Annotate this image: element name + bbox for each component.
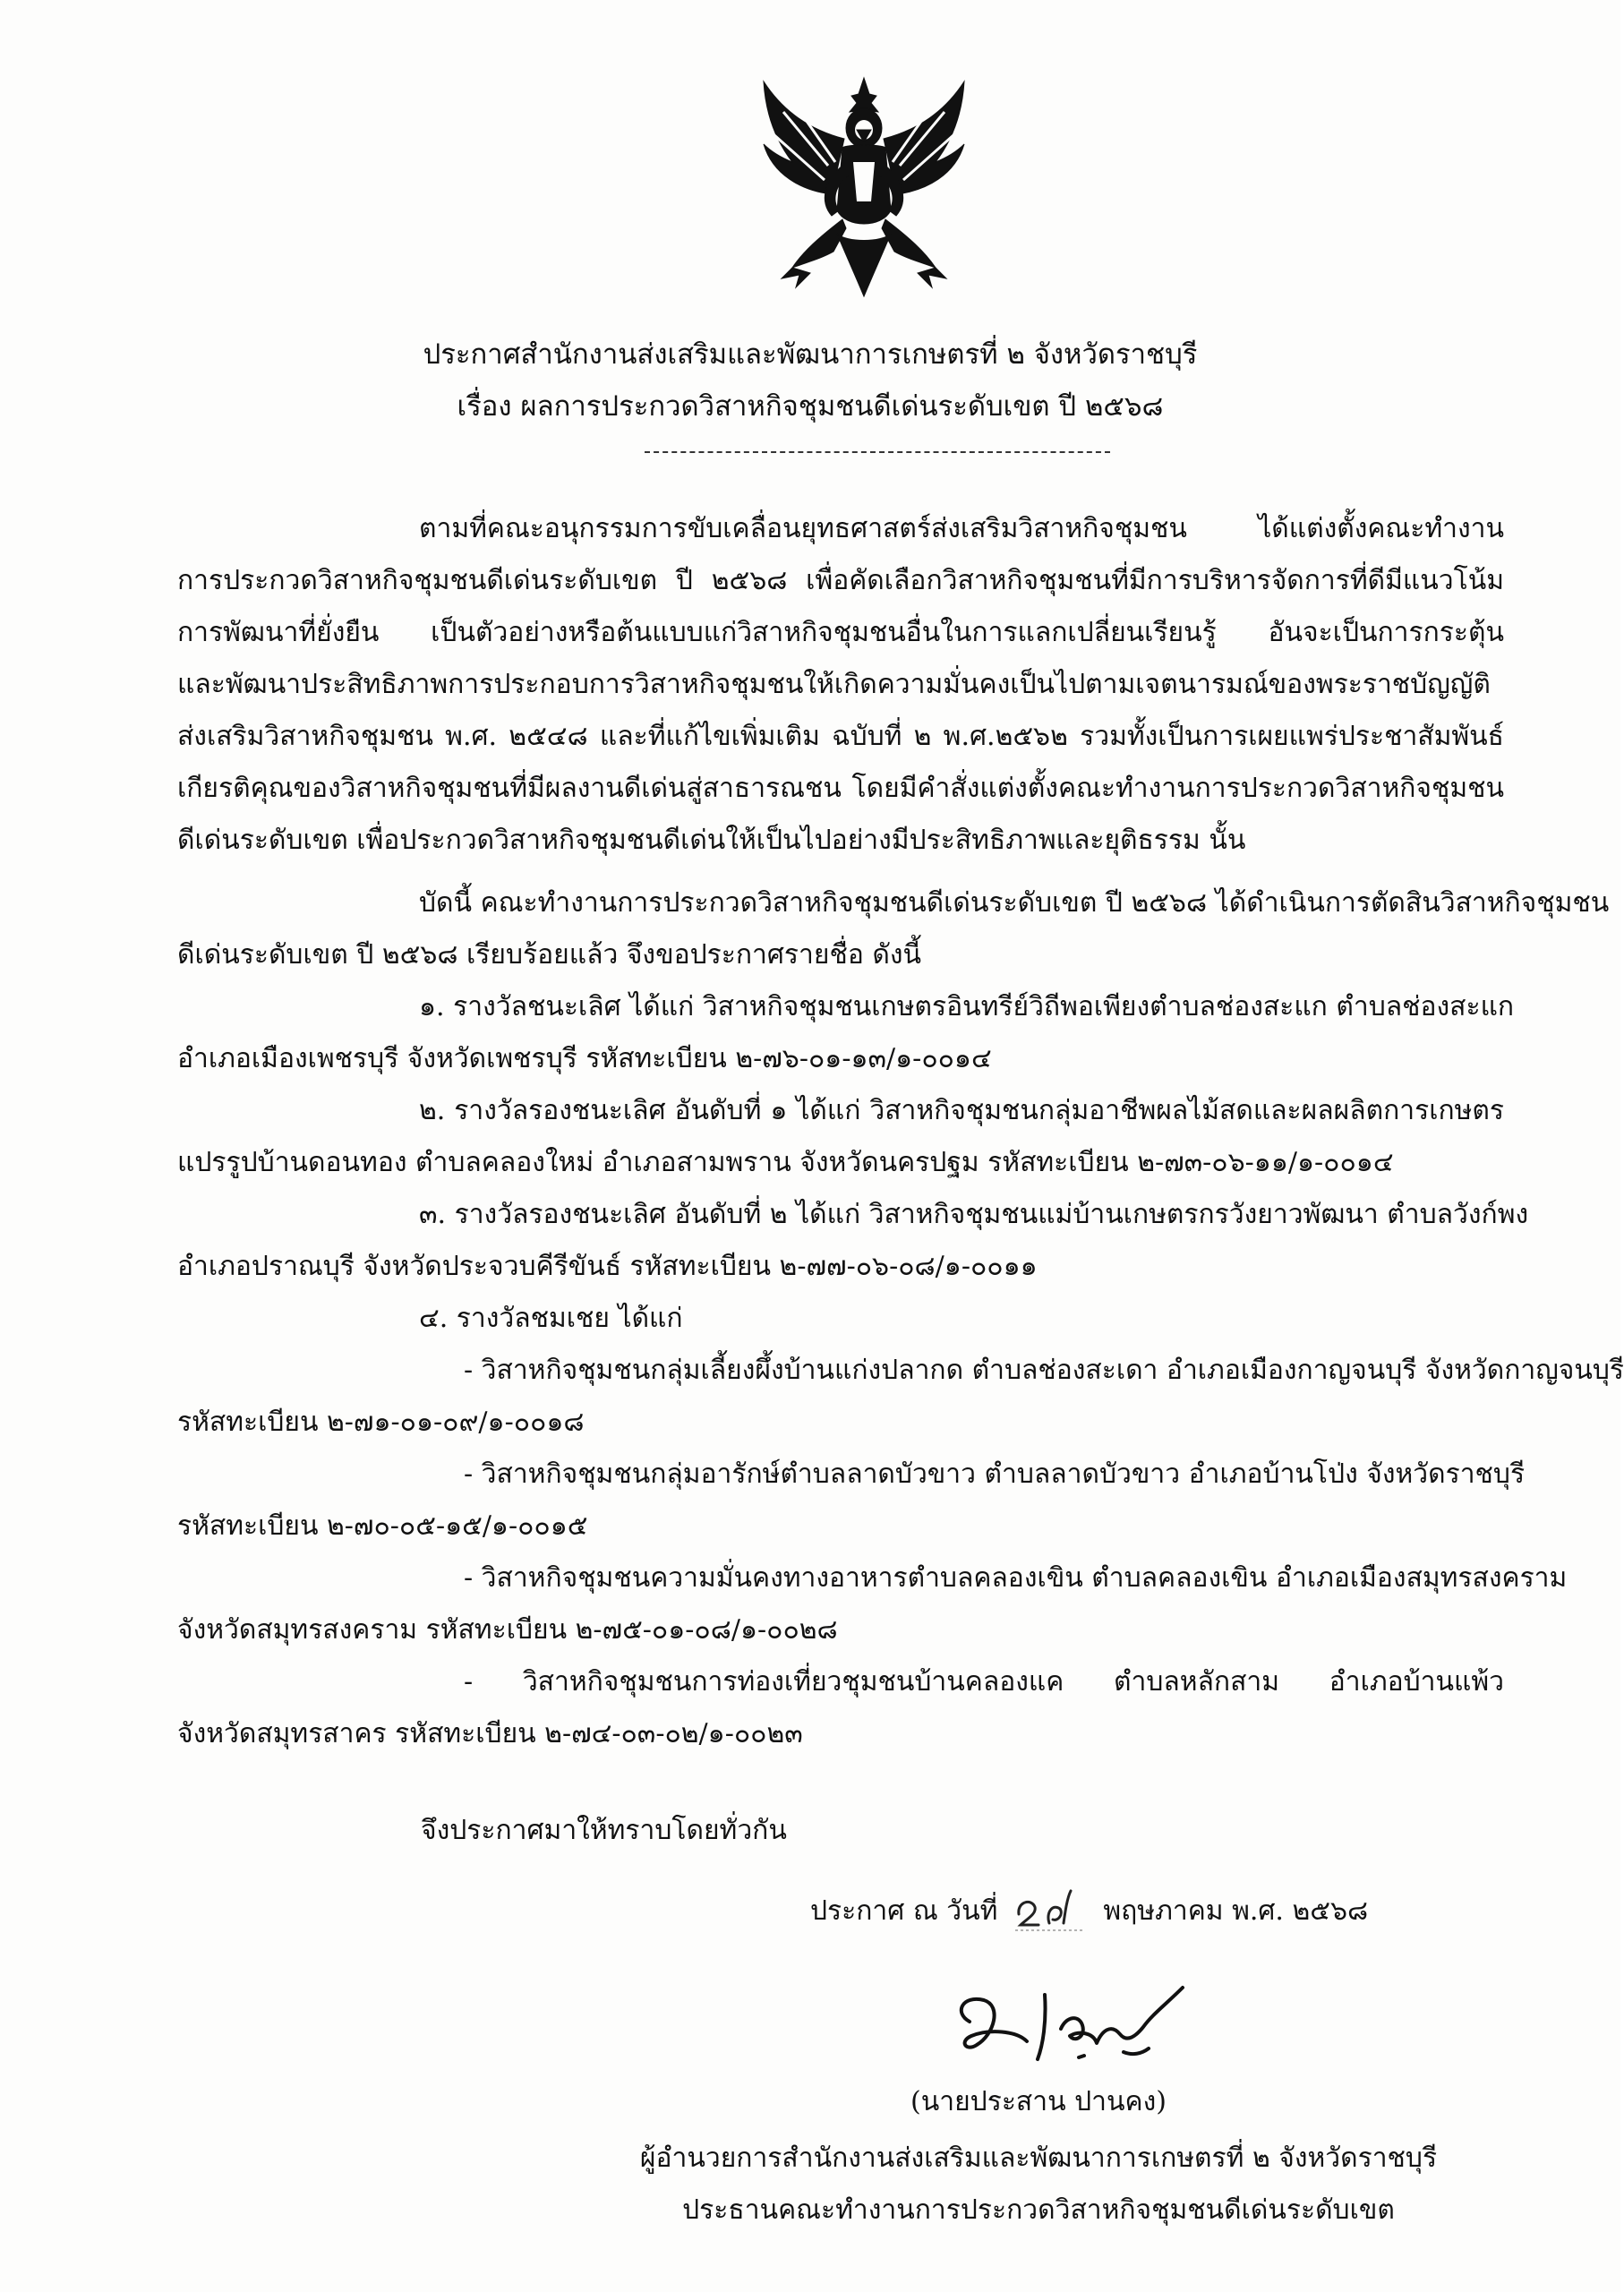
award-2-line-2: แปรรูปบ้านดอนทอง ตำบลคลองใหม่ อำเภอสามพราน จังหวัดนครปฐม รหัสทะเบียน ๒-๗๓-๐๖-๑๑/๑-๐๐๑๔ [177, 1147, 1394, 1178]
header-divider [645, 451, 1110, 453]
garuda-emblem-icon [756, 76, 971, 300]
honorable-2-line-1: - วิสาหกิจชุมชนกลุ่มอารักษ์ตำบลลาดบัวขาว ตำบลลาดบัวขาว อำเภอบ้านโป่ง จังหวัดราชบุรี [464, 1458, 1526, 1490]
intro-line-3: การพัฒนาที่ยั่งยืน เป็นตัวอย่างหรือต้นแบบแก่วิสาหกิจชุมชนอื่นในการแลกเปลี่ยนเรียนรู้ อันจะเป็นการกระตุ้น [177, 617, 1504, 648]
honorable-heading: ๔. รางวัลชมเชย ได้แก่ [419, 1303, 683, 1334]
award-2-line-1: ๒. รางวัลรองชนะเลิศ อันดับที่ ๑ ได้แก่ วิสาหกิจชุมชนกลุ่มอาชีพผลไม้สดและผลผลิตการเกษตร [419, 1095, 1504, 1126]
intro-line-4: และพัฒนาประสิทธิภาพการประกอบการวิสาหกิจชุมชนให้เกิดความมั่นคงเป็นไปตามเจตนารมณ์ของพระราชบัญญัติ [177, 669, 1491, 700]
honorable-2-line-2: รหัสทะเบียน ๒-๗๐-๐๕-๑๕/๑-๐๐๑๕ [177, 1510, 588, 1542]
intro-line-5: ส่งเสริมวิสาหกิจชุมชน พ.ศ. ๒๕๔๘ และที่แก้ไขเพิ่มเติม ฉบับที่ ๒ พ.ศ.๒๕๖๒ รวมทั้งเป็นการเผยแพร่ประชาสัมพันธ์ [177, 721, 1504, 752]
honorable-3-line-2: จังหวัดสมุทรสงคราม รหัสทะเบียน ๒-๗๕-๐๑-๐๘/๑-๐๐๒๘ [177, 1614, 838, 1646]
announcement-date [810, 1887, 1368, 1932]
announcement-line-1: บัดนี้ คณะทำงานการประกวดวิสาหกิจชุมชนดีเด่นระดับเขต ปี ๒๕๖๘ ได้ดำเนินการตัดสินวิสาหกิจชุมชน [419, 887, 1610, 919]
award-3-line-2: อำเภอปราณบุรี จังหวัดประจวบคีรีขันธ์ รหัสทะเบียน ๒-๗๗-๐๖-๐๘/๑-๐๐๑๑ [177, 1251, 1038, 1282]
honorable-1-line-1: - วิสาหกิจชุมชนกลุ่มเลี้ยงผึ้งบ้านแก่งปลากด ตำบลช่องสะเดา อำเภอเมืองกาญจนบุรี จังหวัดกาญจนบุรี [464, 1355, 1624, 1386]
signer-position: ผู้อำนวยการสำนักงานส่งเสริมและพัฒนาการเกษตรที่ ๒ จังหวัดราชบุรี [639, 2142, 1438, 2174]
announcement-issuer: ประกาศสำนักงานส่งเสริมและพัฒนาการเกษตรที่ ๒ จังหวัดราชบุรี [423, 338, 1198, 371]
intro-line-1: ตามที่คณะอนุกรรมการขับเคลื่อนยุทธศาสตร์ส่งเสริมวิสาหกิจชุมชน ได้แต่งตั้งคณะทำงาน [419, 513, 1504, 544]
award-1-line-1: ๑. รางวัลชนะเลิศ ได้แก่ วิสาหกิจชุมชนเกษตรอินทรีย์วิถีพอเพียงตำบลช่องสะแก ตำบลช่องสะแก [419, 991, 1515, 1022]
date-month-year: พฤษภาคม พ.ศ. ๒๕๖๘ [1103, 1895, 1369, 1927]
honorable-3-line-1: - วิสาหกิจชุมชนความมั่นคงทางอาหารตำบลคลองเขิน ตำบลคลองเขิน อำเภอเมืองสมุทรสงคราม [464, 1562, 1568, 1594]
intro-line-6: เกียรติคุณของวิสาหกิจชุมชนที่มีผลงานดีเด่นสู่สาธารณชน โดยมีคำสั่งแต่งตั้งคณะทำงานการประกวดวิสาหกิจชุมชน [177, 773, 1504, 804]
signer-name: (นายประสาน ปานคง) [910, 2086, 1167, 2117]
closing-statement: จึงประกาศมาให้ทราบโดยทั่วกัน [421, 1815, 787, 1846]
announcement-subject: เรื่อง ผลการประกวดวิสาหกิจชุมชนดีเด่นระดับเขต ปี ๒๕๖๘ [457, 390, 1164, 423]
honorable-4-line-2: จังหวัดสมุทรสาคร รหัสทะเบียน ๒-๗๔-๐๓-๐๒/๑-๐๐๒๓ [177, 1718, 803, 1749]
intro-line-7: ดีเด่นระดับเขต เพื่อประกวดวิสาหกิจชุมชนดีเด่นให้เป็นไปอย่างมีประสิทธิภาพและยุติธรรม นั้น [177, 825, 1246, 856]
honorable-1-line-2: รหัสทะเบียน ๒-๗๑-๐๑-๐๙/๑-๐๐๑๘ [177, 1407, 585, 1438]
honorable-4-line-1: - วิสาหกิจชุมชนการท่องเที่ยวชุมชนบ้านคลองแค ตำบลหลักสาม อำเภอบ้านแพ้ว [464, 1666, 1504, 1698]
signer-committee-role: ประธานคณะทำงานการประกวดวิสาหกิจชุมชนดีเด่นระดับเขต [682, 2194, 1395, 2226]
handwritten-day-icon [1013, 1887, 1087, 1932]
award-3-line-1: ๓. รางวัลรองชนะเลิศ อันดับที่ ๒ ได้แก่ วิสาหกิจชุมชนแม่บ้านเกษตรกรวังยาวพัฒนา ตำบลวังก์พง [419, 1199, 1529, 1230]
announcement-line-2: ดีเด่นระดับเขต ปี ๒๕๖๘ เรียบร้อยแล้ว จึงขอประกาศรายชื่อ ดังนี้ [177, 939, 922, 971]
intro-line-2: การประกวดวิสาหกิจชุมชนดีเด่นระดับเขต ปี ๒๕๖๘ เพื่อคัดเลือกวิสาหกิจชุมชนที่มีการบริหารจัดการที่ดีมีแนวโน้ม [177, 565, 1504, 596]
date-prefix: ประกาศ ณ วันที่ [810, 1895, 998, 1927]
award-1-line-2: อำเภอเมืองเพชรบุรี จังหวัดเพชรบุรี รหัสทะเบียน ๒-๗๖-๐๑-๑๓/๑-๐๐๑๔ [177, 1043, 992, 1074]
signature-icon [944, 1959, 1213, 2075]
